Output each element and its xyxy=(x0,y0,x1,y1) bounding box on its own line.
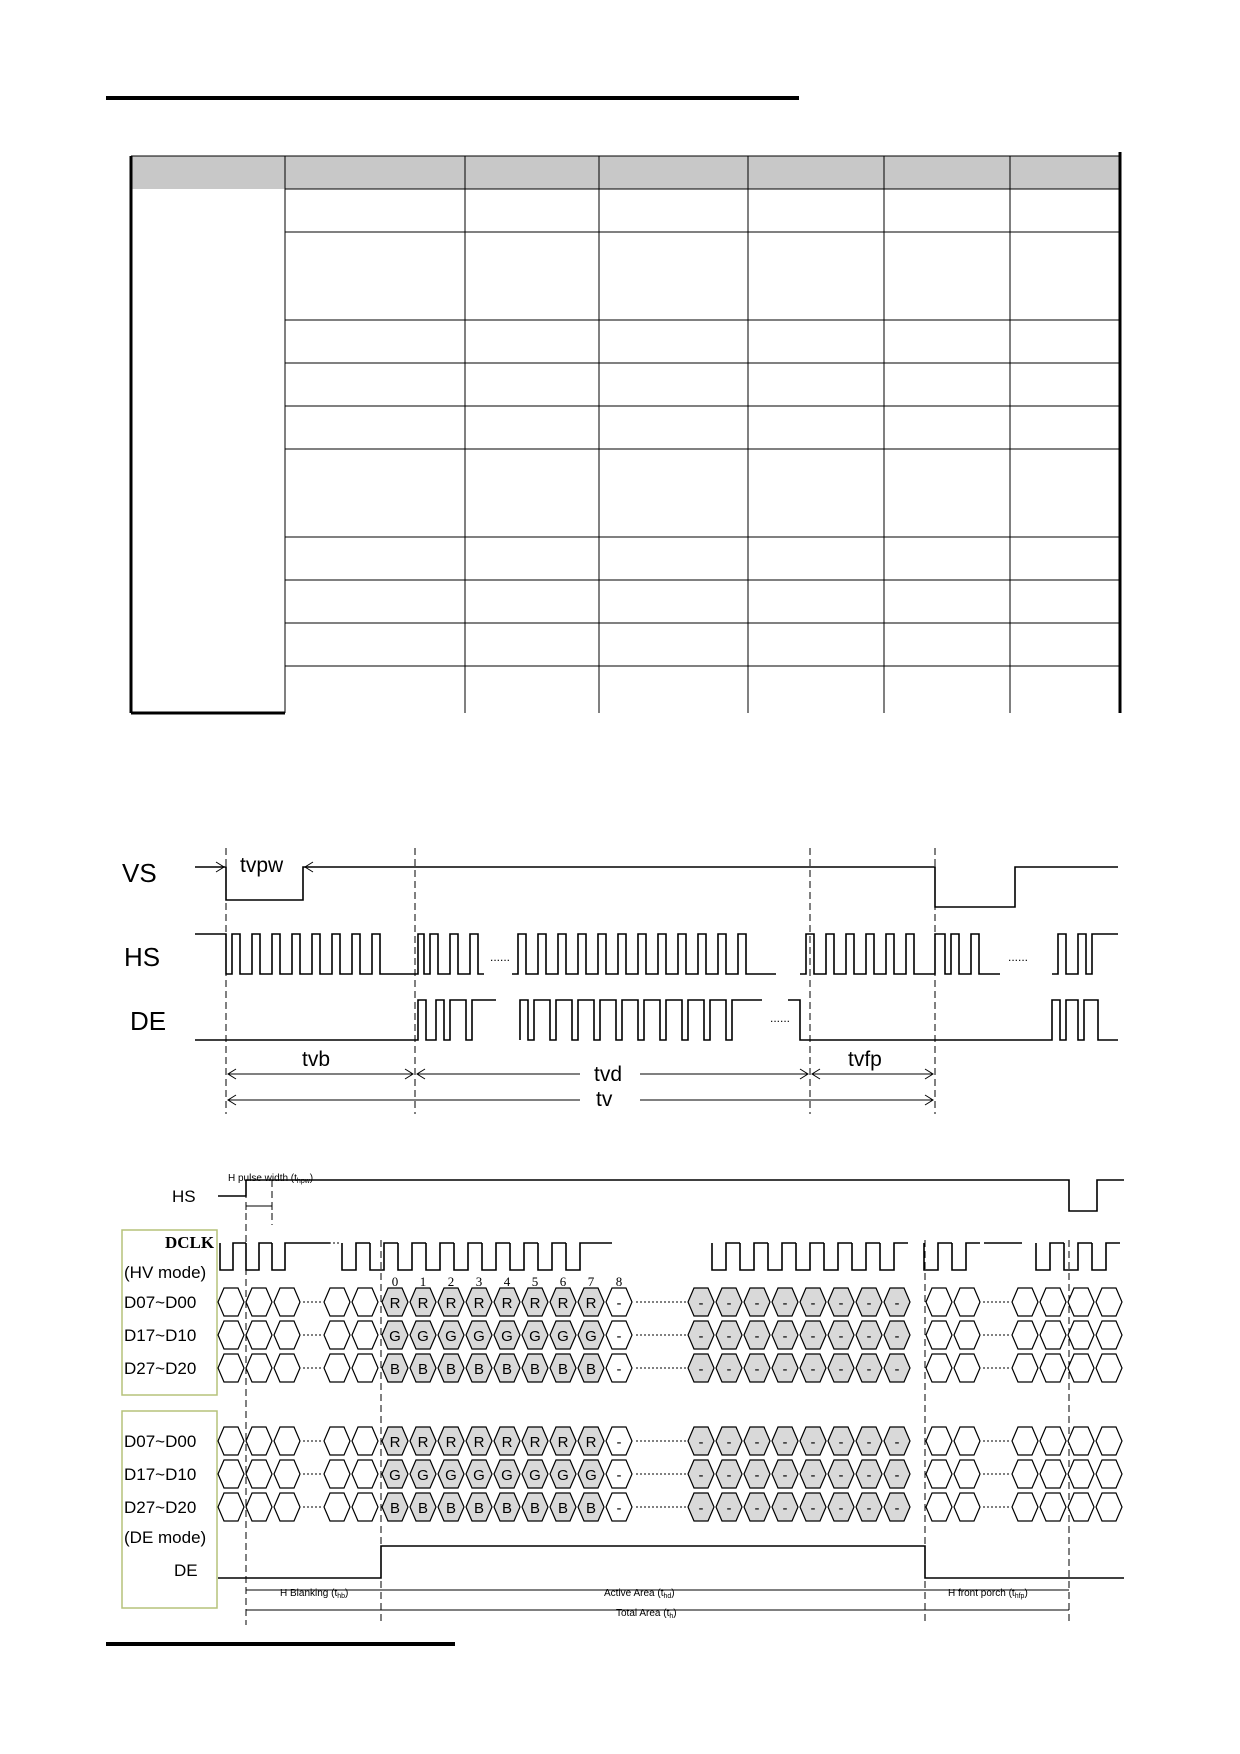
pixel-cell-label: G xyxy=(473,1467,485,1484)
pixel-cell-label: - xyxy=(698,1328,704,1345)
pixel-cell-label: - xyxy=(726,1295,732,1312)
blank-cell xyxy=(352,1288,378,1316)
blank-cell xyxy=(926,1354,952,1382)
blank-cell xyxy=(246,1460,272,1488)
pixel-cell-label: B xyxy=(557,1361,569,1378)
blank-cell xyxy=(218,1460,244,1488)
pixel-cell-label: G xyxy=(529,1328,541,1345)
pixel-index: 0 xyxy=(391,1274,399,1289)
pixel-cell-label: R xyxy=(417,1434,429,1451)
blank-cell xyxy=(274,1321,300,1349)
blank-cell xyxy=(1012,1460,1038,1488)
pixel-cell-label: - xyxy=(616,1328,622,1345)
bus-line-name: D17~D10 xyxy=(124,1465,197,1484)
blank-cell xyxy=(1040,1321,1066,1349)
bus-line-name: D27~D20 xyxy=(124,1498,197,1517)
blank-cell xyxy=(926,1493,952,1521)
blank-cell xyxy=(954,1460,980,1488)
pixel-cell-label: - xyxy=(894,1434,900,1451)
h-de-waveform xyxy=(218,1546,1124,1578)
pixel-index: 3 xyxy=(475,1274,483,1289)
pixel-cell-label: - xyxy=(810,1295,816,1312)
pixel-cell-label: - xyxy=(894,1467,900,1484)
pixel-cell-label: - xyxy=(894,1295,900,1312)
blank-cell xyxy=(1040,1460,1066,1488)
pixel-cell-label: B xyxy=(501,1361,513,1378)
vs-signal-label: VS xyxy=(122,858,157,888)
pixel-cell-label: G xyxy=(557,1467,569,1484)
pixel-cell-label: B xyxy=(557,1500,569,1517)
de-signal-label: DE xyxy=(130,1006,167,1036)
pixel-cell-label: B xyxy=(473,1500,485,1517)
pixel-cell-label: - xyxy=(810,1467,816,1484)
pixel-cell-label: - xyxy=(726,1434,732,1451)
blank-cell xyxy=(1096,1354,1122,1382)
blank-cell xyxy=(926,1427,952,1455)
pixel-cell-label: - xyxy=(698,1361,704,1378)
blank-cell xyxy=(1068,1288,1094,1316)
total-area-label: Total Area $(t_h)$ xyxy=(616,1608,677,1620)
pixel-cell-label: - xyxy=(810,1434,816,1451)
horizontal-waveforms xyxy=(218,1180,1124,1625)
blank-cell xyxy=(1068,1354,1094,1382)
pixel-cell-label: R xyxy=(529,1295,541,1312)
blank-cell xyxy=(324,1354,350,1382)
pixel-cell-label: R xyxy=(557,1295,569,1312)
blank-cell xyxy=(246,1493,272,1521)
blank-cell xyxy=(954,1427,980,1455)
pixel-cell-label: - xyxy=(754,1467,760,1484)
bus-line-name: D07~D00 xyxy=(124,1293,197,1312)
pixel-index: 6 xyxy=(559,1274,567,1289)
pixel-cell-label: - xyxy=(810,1328,816,1345)
tvb-label: tvb xyxy=(302,1048,331,1071)
pixel-cell-label: - xyxy=(866,1361,872,1378)
pixel-cell-label: - xyxy=(782,1434,788,1451)
blank-cell xyxy=(246,1288,272,1316)
pixel-index: 5 xyxy=(531,1274,539,1289)
hs-ellipsis-2: ...... xyxy=(1008,950,1029,964)
pixel-cell-label: - xyxy=(726,1467,732,1484)
pixel-cell-label: G xyxy=(445,1328,457,1345)
pixel-cell-label: - xyxy=(616,1361,622,1378)
pixel-cell-label: B xyxy=(417,1361,429,1378)
de-ellipsis: ...... xyxy=(770,1011,791,1025)
pixel-index: 1 xyxy=(419,1274,427,1289)
pixel-cell-label: - xyxy=(782,1467,788,1484)
blank-cell xyxy=(954,1321,980,1349)
blank-cell xyxy=(1040,1493,1066,1521)
pixel-cell-label: R xyxy=(445,1295,457,1312)
blank-cell xyxy=(1012,1321,1038,1349)
blank-cell xyxy=(1040,1427,1066,1455)
blank-cell xyxy=(1012,1354,1038,1382)
blank-cell xyxy=(352,1354,378,1382)
blank-cell xyxy=(1012,1427,1038,1455)
pixel-cell-label: B xyxy=(585,1500,597,1517)
pixel-cell-label: - xyxy=(866,1467,872,1484)
pixel-cell-label: - xyxy=(754,1500,760,1517)
blank-cell xyxy=(218,1354,244,1382)
tvpw-label: tvpw xyxy=(240,854,284,877)
h-de-label: DE xyxy=(174,1561,198,1580)
pixel-cell-label: R xyxy=(585,1295,597,1312)
blank-cell xyxy=(954,1354,980,1382)
pixel-index: 4 xyxy=(503,1274,511,1289)
de-mode-label: (DE mode) xyxy=(124,1528,207,1547)
pixel-cell-label: G xyxy=(473,1328,485,1345)
pixel-cell-label: - xyxy=(698,1295,704,1312)
blank-cell xyxy=(1096,1493,1122,1521)
pixel-index: 8 xyxy=(615,1274,623,1289)
pixel-cell-label: B xyxy=(501,1500,513,1517)
pixel-cell-label: - xyxy=(782,1361,788,1378)
pixel-cell-label: - xyxy=(616,1500,622,1517)
pixel-cell-label: R xyxy=(473,1295,485,1312)
pixel-cell-label: G xyxy=(529,1467,541,1484)
blank-cell xyxy=(954,1493,980,1521)
pixel-cell-label: G xyxy=(389,1467,401,1484)
pixel-cell-label: - xyxy=(866,1434,872,1451)
pixel-cell-label: - xyxy=(616,1434,622,1451)
pixel-cell-label: R xyxy=(445,1434,457,1451)
pixel-cell-label: - xyxy=(698,1434,704,1451)
bus-line-name: D27~D20 xyxy=(124,1359,197,1378)
blank-cell xyxy=(1096,1288,1122,1316)
blank-cell xyxy=(1068,1321,1094,1349)
blank-cell xyxy=(352,1460,378,1488)
pixel-cell-label: - xyxy=(754,1434,760,1451)
pixel-cell-label: - xyxy=(838,1467,844,1484)
blank-cell xyxy=(1068,1427,1094,1455)
pixel-cell-label: - xyxy=(894,1361,900,1378)
data-bus-cells xyxy=(218,1288,1122,1521)
blank-cell xyxy=(352,1493,378,1521)
blank-cell xyxy=(1096,1460,1122,1488)
pixel-cell-label: G xyxy=(389,1328,401,1345)
blank-cell xyxy=(324,1321,350,1349)
blank-cell xyxy=(246,1427,272,1455)
blank-cell xyxy=(1012,1493,1038,1521)
pixel-cell-label: - xyxy=(754,1361,760,1378)
blank-cell xyxy=(274,1354,300,1382)
pixel-cell-label: G xyxy=(417,1328,429,1345)
blank-cell xyxy=(274,1493,300,1521)
pixel-cell-label: - xyxy=(866,1295,872,1312)
hv-mode-label: (HV mode) xyxy=(124,1263,207,1282)
pixel-cell-label: B xyxy=(417,1500,429,1517)
pixel-index: 2 xyxy=(447,1274,455,1289)
blank-cell xyxy=(324,1427,350,1455)
blank-cell xyxy=(218,1493,244,1521)
pixel-cell-label: - xyxy=(866,1328,872,1345)
h-hs-label: HS xyxy=(172,1187,196,1206)
bus-line-name: D07~D00 xyxy=(124,1432,197,1451)
pixel-cell-label: - xyxy=(838,1434,844,1451)
pixel-cell-label: - xyxy=(726,1500,732,1517)
dclk-label: DCLK xyxy=(165,1233,215,1252)
bus-line-names xyxy=(124,1293,196,1517)
pixel-cell-label: R xyxy=(585,1434,597,1451)
pixel-cell-label: R xyxy=(389,1434,401,1451)
blank-cell xyxy=(246,1354,272,1382)
pixel-cell-label: B xyxy=(445,1500,457,1517)
tvd-label: tvd xyxy=(594,1063,623,1086)
blank-cell xyxy=(274,1460,300,1488)
dclk-waveform xyxy=(220,1243,1120,1270)
blank-cell xyxy=(954,1288,980,1316)
h-pulse-width-label: H pulse width $(t_{hpw})$ xyxy=(228,1173,314,1185)
pixel-cell-label: R xyxy=(501,1434,513,1451)
pixel-cell-label: G xyxy=(501,1328,513,1345)
pixel-cell-label: - xyxy=(838,1361,844,1378)
blank-cell xyxy=(324,1493,350,1521)
blank-cell xyxy=(1040,1288,1066,1316)
h-pulse-width-bracket xyxy=(246,1202,272,1210)
pixel-cell-label: - xyxy=(866,1500,872,1517)
pixel-cell-label: - xyxy=(616,1467,622,1484)
pixel-cell-label: R xyxy=(473,1434,485,1451)
blank-cell xyxy=(926,1460,952,1488)
pixel-cell-label: R xyxy=(557,1434,569,1451)
blank-cell xyxy=(246,1321,272,1349)
pixel-cell-label: R xyxy=(417,1295,429,1312)
blank-cell xyxy=(1040,1354,1066,1382)
pixel-cell-label: B xyxy=(585,1361,597,1378)
blank-cell xyxy=(274,1427,300,1455)
pixel-cell-label: G xyxy=(501,1467,513,1484)
pixel-cell-label: G xyxy=(445,1467,457,1484)
pixel-cell-label: - xyxy=(782,1295,788,1312)
pixel-index: 7 xyxy=(587,1274,595,1289)
blank-cell xyxy=(352,1321,378,1349)
pixel-cell-label: B xyxy=(389,1361,401,1378)
blank-cell xyxy=(926,1288,952,1316)
bus-line-name: D17~D10 xyxy=(124,1326,197,1345)
h-front-porch-label: H front porch $(t_{hfp})$ xyxy=(948,1588,1028,1600)
pixel-cell-label: - xyxy=(782,1500,788,1517)
pixel-cell-label: - xyxy=(838,1328,844,1345)
blank-cell xyxy=(926,1321,952,1349)
pixel-cell-label: R xyxy=(529,1434,541,1451)
pixel-cell-label: B xyxy=(473,1361,485,1378)
pixel-cell-label: B xyxy=(445,1361,457,1378)
pixel-index-row xyxy=(392,1274,623,1289)
active-area-label: Active Area $(t_{hd})$ xyxy=(604,1588,675,1600)
pixel-cell-label: R xyxy=(389,1295,401,1312)
h-hs-waveform xyxy=(218,1180,1124,1211)
pixel-cell-label: - xyxy=(698,1467,704,1484)
pixel-cell-label: - xyxy=(698,1500,704,1517)
blank-cell xyxy=(1096,1427,1122,1455)
pixel-cell-label: G xyxy=(585,1467,597,1484)
footer-rule xyxy=(106,1642,455,1646)
pixel-cell-label: - xyxy=(726,1328,732,1345)
pixel-cell-label: - xyxy=(894,1500,900,1517)
pixel-cell-label: B xyxy=(389,1500,401,1517)
pixel-cell-label: - xyxy=(838,1500,844,1517)
blank-cell xyxy=(274,1288,300,1316)
blank-cell xyxy=(324,1460,350,1488)
pixel-cell-label: - xyxy=(616,1295,622,1312)
blank-cell xyxy=(324,1288,350,1316)
blank-cell xyxy=(218,1321,244,1349)
pixel-cell-label: B xyxy=(529,1361,541,1378)
pixel-cell-label: - xyxy=(782,1328,788,1345)
tv-label: tv xyxy=(596,1088,613,1111)
blank-cell xyxy=(1068,1460,1094,1488)
blank-cell xyxy=(352,1427,378,1455)
blank-cell xyxy=(218,1288,244,1316)
pixel-cell-label: - xyxy=(754,1328,760,1345)
pixel-cell-label: - xyxy=(754,1295,760,1312)
pixel-cell-label: - xyxy=(726,1361,732,1378)
hs-signal-label: HS xyxy=(124,942,161,972)
pixel-cell-label: G xyxy=(585,1328,597,1345)
blank-cell xyxy=(1012,1288,1038,1316)
pixel-cell-label: R xyxy=(501,1295,513,1312)
blank-cell xyxy=(218,1427,244,1455)
pixel-cell-label: G xyxy=(557,1328,569,1345)
h-blanking-label: H Blanking $(t_{hb})$ xyxy=(280,1588,349,1600)
pixel-cell-label: - xyxy=(810,1500,816,1517)
pixel-cell-label: - xyxy=(894,1328,900,1345)
pixel-cell-label: G xyxy=(417,1467,429,1484)
tvfp-label: tvfp xyxy=(848,1048,882,1071)
pixel-cell-label: - xyxy=(838,1295,844,1312)
blank-cell xyxy=(1068,1493,1094,1521)
pixel-cell-label: - xyxy=(810,1361,816,1378)
hs-ellipsis-1: ...... xyxy=(490,950,511,964)
blank-cell xyxy=(1096,1321,1122,1349)
pixel-cell-label: B xyxy=(529,1500,541,1517)
